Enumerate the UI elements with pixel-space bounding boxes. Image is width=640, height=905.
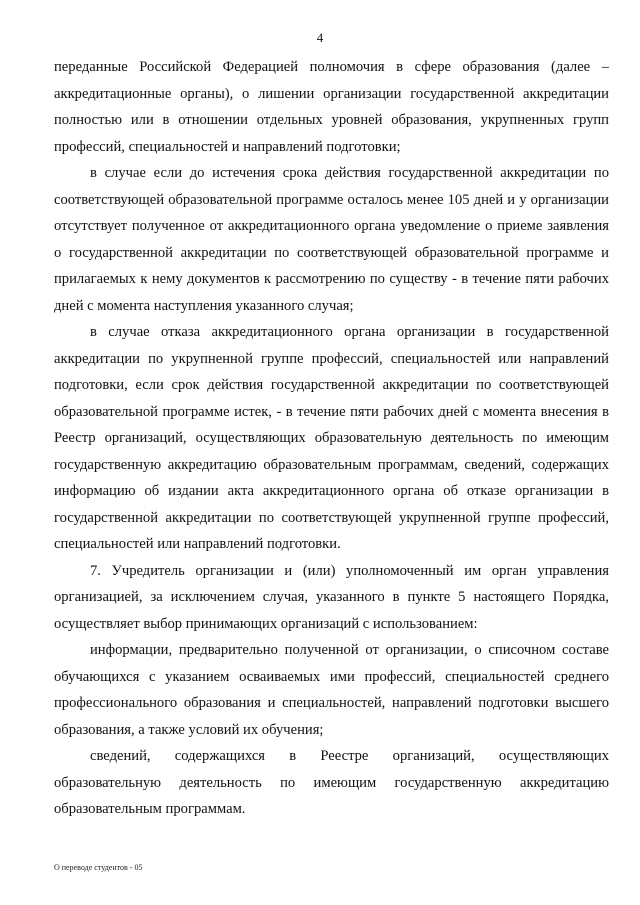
paragraph-5: информации, предварительно полученной от организации, о списочном составе обучающихся с указанием осваиваемых ими профессий, специальностей среднего профессионального образования и специальностей, направлений подготовки высшего образования, а также условий их обучения;: [54, 642, 609, 738]
page-number: 4: [316, 30, 324, 45]
paragraph-6: сведений, содержащихся в Реестре организаций, осуществляющих образовательную деятельность по имеющим государственную аккредитацию образовательным программам.: [54, 748, 609, 817]
footer-note: О переводе студентов - 05: [54, 863, 143, 872]
paragraph-3: в случае отказа аккредитационного органа организации в государственной аккредитации по укрупненной группе профессий, специальностей или направлений подготовки, если срок действия государственной аккредитации по соответствующей образовательной программе истек, - в течение пяти рабочих дней с момента внесения в Реестр организаций, осуществляющих образовательную деятельность по имеющим государственную аккредитацию образовательным программам, сведений, содержащих информацию об издании акта аккредитационного органа об отказе организации в государственной аккредитации по соответствующей укрупненной группе профессий, специальностей или направлений подготовки.: [54, 324, 609, 552]
document-body: [54, 54, 609, 823]
paragraph-1: переданные Российской Федерацией полномочия в сфере образования (далее – аккредитационные органы), о лишении организации государственной аккредитации полностью или в отношении отдельных уровней образования, укрупненных групп профессий, специальностей и направлений подготовки;: [54, 59, 609, 155]
paragraph-2: в случае если до истечения срока действия государственной аккредитации по соответствующей образовательной программе осталось менее 105 дней и у организации отсутствует полученное от аккредитационного органа уведомление о приеме заявления о государственной аккредитации по соответствующей образовательной программе и прилагаемых к нему документов к рассмотрению по существу - в течение пяти рабочих дней с момента наступления указанного случая;: [54, 165, 609, 314]
paragraph-4: 7. Учредитель организации и (или) уполномоченный им орган управления организацией, за исключением случая, указанного в пункте 5 настоящего Порядка, осуществляет выбор принимающих организаций с использованием:: [54, 562, 609, 632]
